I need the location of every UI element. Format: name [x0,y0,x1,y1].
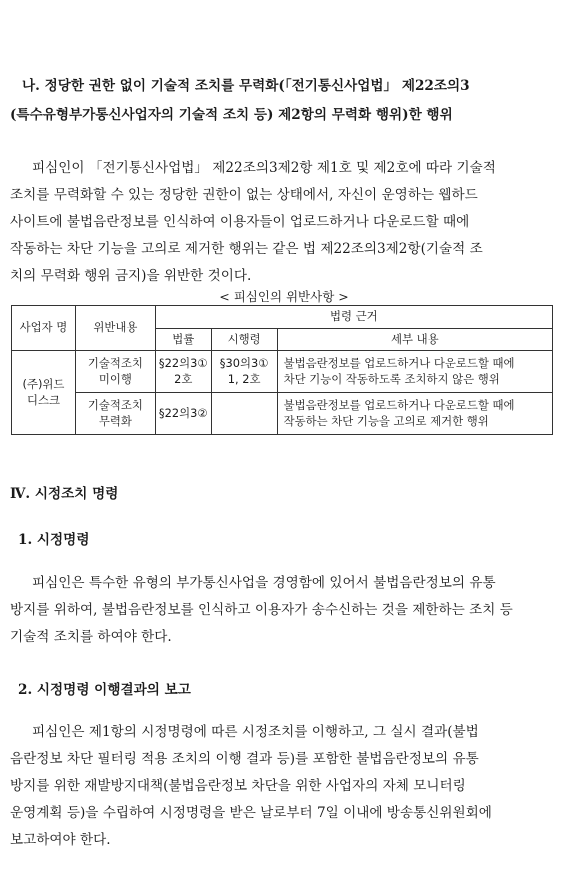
law-line1: §22의3② [158,405,208,420]
company-cell [12,351,76,435]
table-row [12,393,553,435]
sub1-line2: 방지를 위하여, 불법음란정보를 인식하고 이용자가 송수신하는 것을 제한하는 조치 등 [10,602,513,618]
company-line2: 디스크 [26,392,60,407]
sub2-line1: 피심인은 제1항의 시정명령에 따른 시정조치를 이행하고, 그 실시 결과(불법 [32,724,479,740]
header-law: 법률 [155,329,211,351]
decree-cell [211,393,277,435]
detail-line2: 차단 기능이 작동하도록 조치하지 않은 행위 [283,371,500,386]
section-na-heading-line1: 나. 정당한 권한 없이 기술적 조치를 무력화(「전기통신사업법」 제22조의3 [22,78,470,94]
violation-line2: 무력화 [98,413,132,428]
sub2-line3: 방지를 위한 재발방지대책(불법음란정보 차단을 위한 사업자의 자체 모니터링 [10,778,466,794]
decree-line2: 1, 2호 [227,371,261,386]
sub2-line2: 음란정보 차단 필터링 적용 조치의 이행 결과 등)를 포함한 불법음란정보의 유통 [10,751,479,767]
detail-line2: 작동하는 차단 기능을 고의로 제거한 행위 [283,413,489,428]
section-na-heading-line2: (특수유형부가통신사업자의 기술적 조치 등) 제2항의 무력화 행위)한 행위 [10,107,453,123]
detail-cell [277,351,552,393]
sub1-line1: 피심인은 특수한 유형의 부가통신사업을 경영함에 있어서 불법음란정보의 유통 [32,575,496,591]
paragraph1-line4: 작동하는 차단 기능을 고의로 제거한 행위는 같은 법 제22조의3제2항(기술적 조 [10,241,483,257]
detail-line1: 불법음란정보를 업로드하거나 다운로드할 때에 [283,398,515,413]
law-line1: §22의3① [158,356,208,371]
law-cell [155,351,211,393]
table-caption: < 피심인의 위반사항 > [219,289,349,304]
violation-line1: 기술적조치 [87,398,143,413]
header-decree: 시행령 [211,329,277,351]
violation-cell [75,351,155,393]
company-line1: (주)위드 [22,377,65,392]
violation-line1: 기술적조치 [87,356,143,371]
sub1-heading: 1. 시정명령 [18,532,90,548]
decree-line1: §30의3① [219,356,269,371]
sub1-line3: 기술적 조치를 하여야 한다. [10,629,172,645]
sub2-line4: 운영계획 등)을 수립하여 시정명령을 받은 날로부터 7일 이내에 방송통신위원회에 [10,805,492,821]
sub2-line5: 보고하여야 한다. [10,832,111,848]
table-row [12,351,553,393]
violation-line2: 미이행 [98,371,132,386]
header-law-basis: 법령 근거 [155,306,552,329]
paragraph1-line3: 사이트에 불법음란정보를 인식하여 이용자들이 업로드하거나 다운로드할 때에 [10,214,470,230]
detail-line1: 불법음란정보를 업로드하거나 다운로드할 때에 [283,356,515,371]
detail-cell [277,393,552,435]
law-line2: 2호 [174,371,193,386]
violation-cell [75,393,155,435]
sub2-heading: 2. 시정명령 이행결과의 보고 [18,682,191,698]
header-company: 사업자 명 [12,306,76,351]
header-details: 세부 내용 [277,329,552,351]
header-violation: 위반내용 [75,306,155,351]
decree-cell [211,351,277,393]
paragraph1-line2: 조치를 무력화할 수 있는 정당한 권한이 없는 상태에서, 자신이 운영하는 웹하드 [10,187,478,203]
violation-table [11,305,553,435]
paragraph1-line1: 피심인이 「전기통신사업법」 제22조의3제2항 제1호 및 제2호에 따라 기술적 [32,160,496,176]
paragraph1-line5: 치의 무력화 행위 금지)을 위반한 것이다. [10,268,252,284]
section-iv-heading: Ⅳ. 시정조치 명령 [10,486,119,502]
law-cell [155,393,211,435]
